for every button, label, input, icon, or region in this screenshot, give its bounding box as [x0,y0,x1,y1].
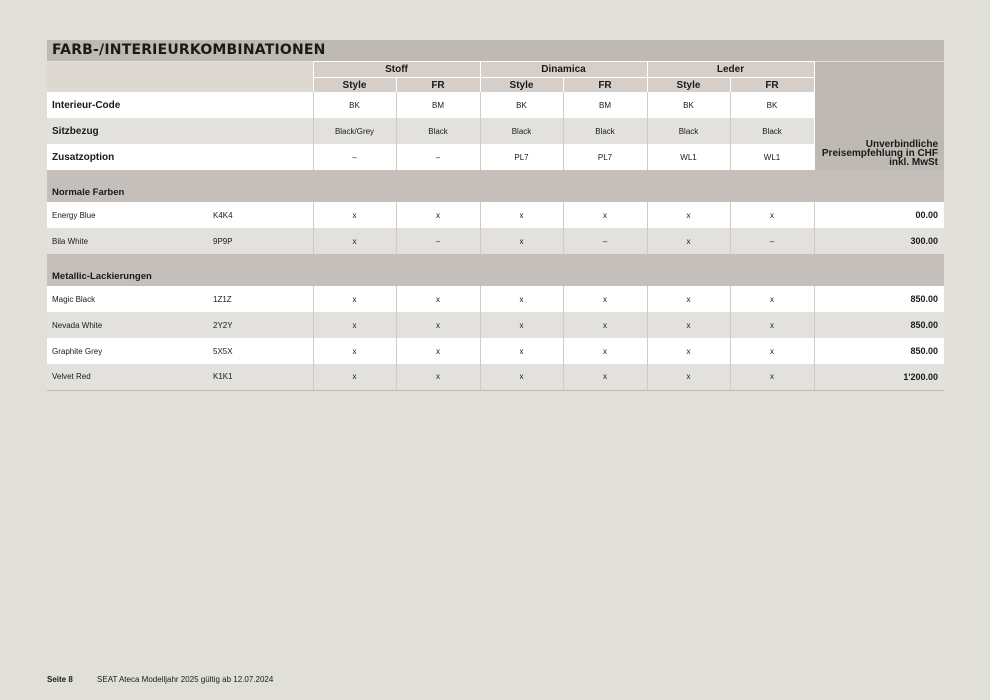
availability-cell: x [396,286,480,312]
availability-cell: x [647,364,730,390]
attribute-value: PL7 [480,144,563,170]
availability-cell: – [396,228,480,254]
availability-cell: x [480,338,563,364]
price-header-line: Unverbindliche [865,139,939,150]
color-code: 5X5X [213,346,233,356]
attribute-label: Interieur-Code [52,99,121,111]
color-name: Graphite Grey [52,346,103,356]
price-cell: 00.00 [814,202,944,228]
group-leder: Leder [647,62,814,78]
combination-table-wrap [47,40,944,391]
attribute-label: Sitzbezug [52,125,99,137]
table-row [47,202,944,228]
color-code: 9P9P [213,236,233,246]
combination-table [47,61,944,391]
color-code: 2Y2Y [213,320,233,330]
price-cell: 300.00 [814,228,944,254]
availability-cell: x [730,202,814,228]
attribute-row-interieur-code [47,92,944,118]
footer-text: SEAT Ateca Modelljahr 2025 gültig ab 12.07.2024 [97,675,274,684]
table-row [47,364,944,390]
attribute-value: BK [647,92,730,118]
color-code: K4K4 [213,210,233,220]
group-header-row [47,62,944,78]
table-row [47,286,944,312]
section-label: Normale Farben [52,186,125,198]
color-name: Nevada White [52,320,103,330]
availability-cell: x [313,338,396,364]
table-row [47,338,944,364]
availability-cell: x [480,364,563,390]
attribute-value: Black [396,118,480,144]
price-cell: 850.00 [814,338,944,364]
group-stoff: Stoff [313,62,480,78]
availability-cell: x [647,312,730,338]
color-code: 1Z1Z [213,294,232,304]
attribute-value: BK [480,92,563,118]
sub-stoff-style: Style [313,78,396,93]
attribute-value: BK [313,92,396,118]
attribute-value: – [313,144,396,170]
attribute-value: Black [730,118,814,144]
availability-cell: x [647,228,730,254]
attribute-value: Black/Grey [313,118,396,144]
sub-stoff-fr: FR [396,78,480,93]
attribute-value: BK [730,92,814,118]
availability-cell: – [730,228,814,254]
attribute-value: PL7 [563,144,647,170]
attribute-value: BM [396,92,480,118]
availability-cell: x [647,338,730,364]
section-row-normale-farben [47,170,944,202]
availability-cell: x [313,286,396,312]
color-name: Energy Blue [52,210,96,220]
availability-cell: x [480,202,563,228]
sub-dinamica-fr: FR [563,78,647,93]
availability-cell: x [563,364,647,390]
sub-dinamica-style: Style [480,78,563,93]
availability-cell: x [313,202,396,228]
table-title: FARB-/INTERIEURKOMBINATIONEN [47,40,944,61]
price-cell: 1'200.00 [814,364,944,390]
attribute-value: WL1 [647,144,730,170]
table-row [47,312,944,338]
price-header-line: inkl. MwSt [889,157,939,168]
price-cell: 850.00 [814,312,944,338]
section-row-metallic [47,254,944,286]
attribute-value: Black [480,118,563,144]
color-code: K1K1 [213,364,313,390]
availability-cell: x [396,338,480,364]
attribute-value: Black [647,118,730,144]
page-number: Seite 8 [47,675,73,684]
availability-cell: x [563,338,647,364]
price-header [814,62,944,171]
attribute-value: – [396,144,480,170]
availability-cell: x [730,286,814,312]
availability-cell: x [480,286,563,312]
availability-cell: x [313,228,396,254]
color-name: Velvet Red [47,364,213,390]
availability-cell: x [563,286,647,312]
availability-cell: x [313,312,396,338]
availability-cell: x [647,202,730,228]
attribute-row-sitzbezug [47,118,944,144]
availability-cell: x [730,312,814,338]
sub-leder-fr: FR [730,78,814,93]
attribute-row-zusatzoption [47,144,944,170]
availability-cell: x [647,286,730,312]
sub-leder-style: Style [647,78,730,93]
attribute-label: Zusatzoption [52,151,115,163]
color-name: Bila White [52,236,89,246]
attribute-value: Black [563,118,647,144]
availability-cell: x [396,364,480,390]
color-name: Magic Black [52,294,96,304]
table-row [47,228,944,254]
availability-cell: x [396,202,480,228]
availability-cell: x [396,312,480,338]
section-label: Metallic-Lackierungen [52,270,152,282]
attribute-value: WL1 [730,144,814,170]
price-header-line: Preisempfehlung in CHF [821,148,939,159]
header-blank [47,62,313,93]
availability-cell: x [563,202,647,228]
group-dinamica: Dinamica [480,62,647,78]
price-cell: 850.00 [814,286,944,312]
page-footer [47,675,273,684]
attribute-value: BM [563,92,647,118]
availability-cell: x [313,364,396,390]
availability-cell: x [480,312,563,338]
availability-cell: x [730,364,814,390]
availability-cell: x [563,312,647,338]
availability-cell: x [480,228,563,254]
availability-cell: – [563,228,647,254]
availability-cell: x [730,338,814,364]
